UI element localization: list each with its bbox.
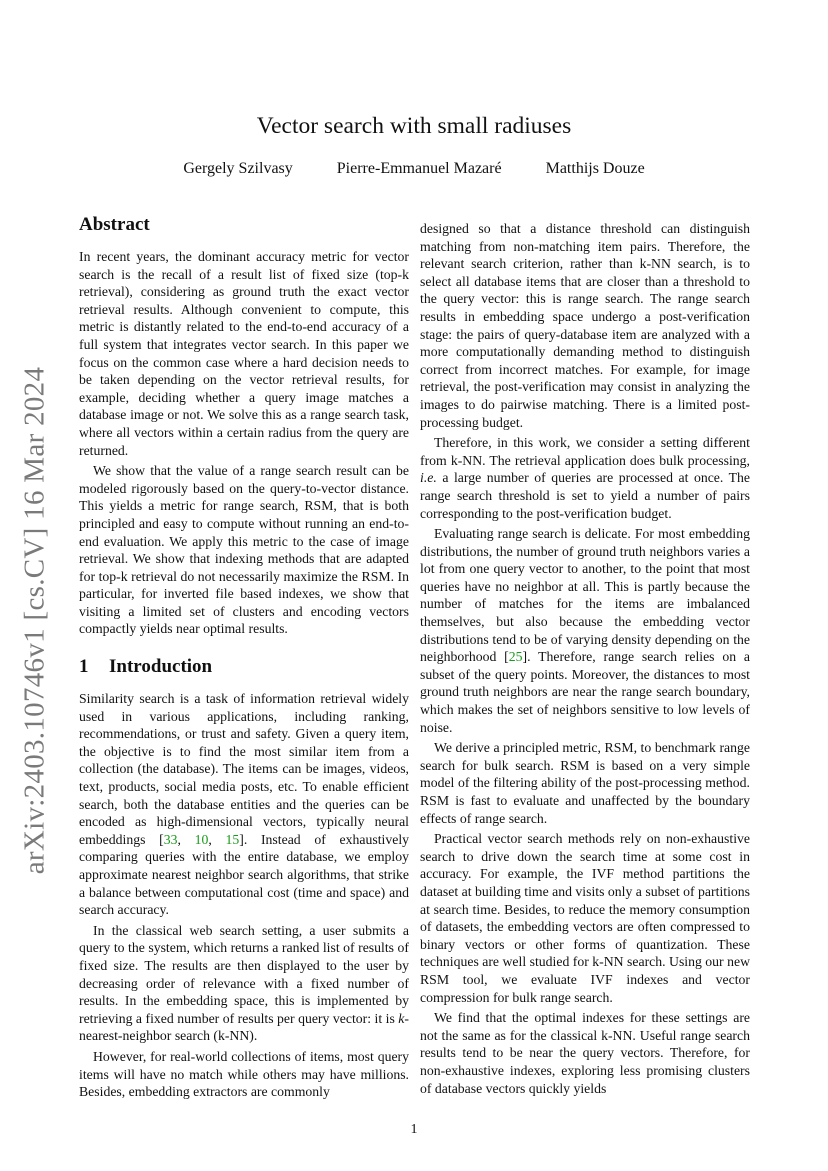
citation-link[interactable]: 15 — [225, 831, 240, 847]
right-column — [420, 220, 750, 1100]
intro-paragraph-1 — [79, 690, 409, 919]
citation-separator: , — [208, 831, 226, 847]
right-p3-text-b: ]. Therefore, range search relies on a subset of the query points. Moreover, the distances to most ground truth neighbors are near the range search boundary, which makes the set of neighbors sensitive to low levels of noise. — [420, 649, 750, 735]
citation-link[interactable]: 10 — [194, 831, 209, 847]
right-paragraph-3 — [420, 525, 750, 736]
right-paragraph-2 — [420, 434, 750, 522]
introduction-heading — [79, 656, 409, 678]
right-paragraph-6: We find that the optimal indexes for these settings are not the same as for the classical k-NN. Useful range search results tend to be near the query vectors. Therefore, for non-exhaustive indexes, exploring less promising clusters of database vectors quickly yields — [420, 1010, 750, 1096]
citation-link[interactable]: 25 — [508, 649, 523, 665]
arxiv-stamp-text: arXiv:2403.10746v1 [cs.CV] 16 Mar 2024 — [18, 366, 51, 874]
intro-paragraph-2 — [79, 922, 409, 1045]
right-p2-text-a: Therefore, in this work, we consider a setting different from k-NN. The retrieval application does bulk processing, — [420, 435, 750, 468]
section-title: Introduction — [109, 656, 213, 678]
intro-p1-text-b: ]. Instead of exhaustively comparing queries with the entire database, we employ approximate nearest neighbor search algorithms, that strike a balance between computational cost (time and space) and search accuracy. — [79, 831, 410, 918]
right-paragraph-4: We derive a principled metric, RSM, to benchmark range search for bulk search. RSM is based on a very simple model of the filtering ability of the post-processing method. RSM is fast to evaluate and unaffected by the boundary effects of range search. — [420, 740, 750, 826]
section-number: 1 — [79, 656, 89, 678]
intro-p1-text-a: Similarity search is a task of information retrieval widely used in various applications, including ranking, recommendations, or trust and safety. Given a query item, the objective is to find the most similar item from a collection (the database). The items can be images, videos, text, products, social media posts, etc. To enable efficient search, both the database entities and the queries can be encoded as high-dimensional vectors, typically neural embeddings [ — [79, 691, 409, 847]
paper-title: Vector search with small radiuses — [256, 113, 572, 139]
right-p3-text-a: Evaluating range search is delicate. For most embedding distributions, the number of ground truth neighbors varies a lot from one query vector to another, to the point that most queries have no neighbor at all. This is partly because the number of matches for the items are imbalanced themselves, but also because the embedding vector distributions tend to be of varying density depending on the neighborhood [ — [420, 526, 750, 665]
intro-p2-text-b: -nearest-neighbor search (k-NN). — [79, 1010, 409, 1044]
abstract-paragraph-2: We show that the value of a range search result can be modeled rigorously based on the query-to-vector distance. This yields a metric for range search, RSM, that is both principled and easy to compute without running an end-to-end evaluation. We apply this metric to the case of image retrieval. We show that indexing methods that are adapted for top-k retrieval do not necessarily maximize the RSM. In particular, for inverted file based indexes, we show that visiting a limited set of clusters and encoding vectors compactly yields near optimal results. — [79, 463, 409, 637]
author-2: Pierre-Emmanuel Mazaré — [336, 160, 502, 177]
italic-ie: i.e. — [420, 470, 437, 486]
right-p2-text-b: a large number of queries are processed at once. The range search threshold is set to yield a number of pairs corresponding to the post-verification budget. — [420, 470, 750, 521]
author-list — [0, 160, 828, 178]
author-1: Gergely Szilvasy — [183, 160, 293, 177]
arxiv-stamp — [12, 360, 58, 880]
intro-paragraph-3: However, for real-world collections of items, most query items will have no match while others may have millions. Besides, embedding extractors are commonly — [79, 1048, 409, 1100]
right-paragraph-1: designed so that a distance threshold can distinguish matching from non-matching item pairs. Therefore, the relevant search criterion, rather than k-NN search, is to select all database items that are closer than a threshold to the query vector: this is range search. The range search results in embedding space undergo a post-verification stage: the pairs of query-database item are analyzed with a more computationally demanding method to distinguish correct from incorrect matches. For example, for image retrieval, the post-verification may consist in analyzing the images to do pairwise matching. There is a limited post-processing budget. — [420, 221, 750, 430]
author-3: Matthijs Douze — [545, 160, 645, 177]
italic-k: k — [398, 1010, 405, 1026]
abstract-heading: Abstract — [79, 214, 150, 235]
left-column — [79, 214, 409, 1104]
citation-link[interactable]: 33 — [163, 831, 178, 847]
intro-p2-text-a: In the classical web search setting, a user submits a query to the system, which returns a ranked list of results of fixed size. The results are then displayed to the user by decreasing order of relevance with a fixed number of results. In the embedding space, this is implemented by retrieving a fixed number of results per query vector: it is — [79, 922, 409, 1026]
abstract-paragraph-1: In recent years, the dominant accuracy metric for vector search is the recall of a result list of fixed size (top-k retrieval), considering as ground truth the exact vector retrieval results. Although convenient to compute, this metric is distantly related to the end-to-end accuracy of a full system that integrates vector search. In this paper we focus on the common case where a hard decision needs to be taken depending on the vector retrieval results, for example, deciding whether a query image matches a database image or not. We solve this as a range search task, where all vectors within a certain radius from the query are returned. — [79, 249, 409, 458]
page-number: 1 — [410, 1122, 418, 1137]
citation-separator: , — [177, 831, 195, 847]
right-paragraph-5: Practical vector search methods rely on non-exhaustive search to drive down the search time at some cost in accuracy. For example, the IVF method partitions the dataset at building time and visits only a subset of partitions at search time. Besides, to reduce the memory consumption of datasets, the embedding vectors are often compressed to binary vectors or other forms of quantization. These techniques are well studied for k-NN search. Using our new RSM tool, we evaluate IVF indexes and vector compression for bulk range search. — [420, 831, 750, 1005]
